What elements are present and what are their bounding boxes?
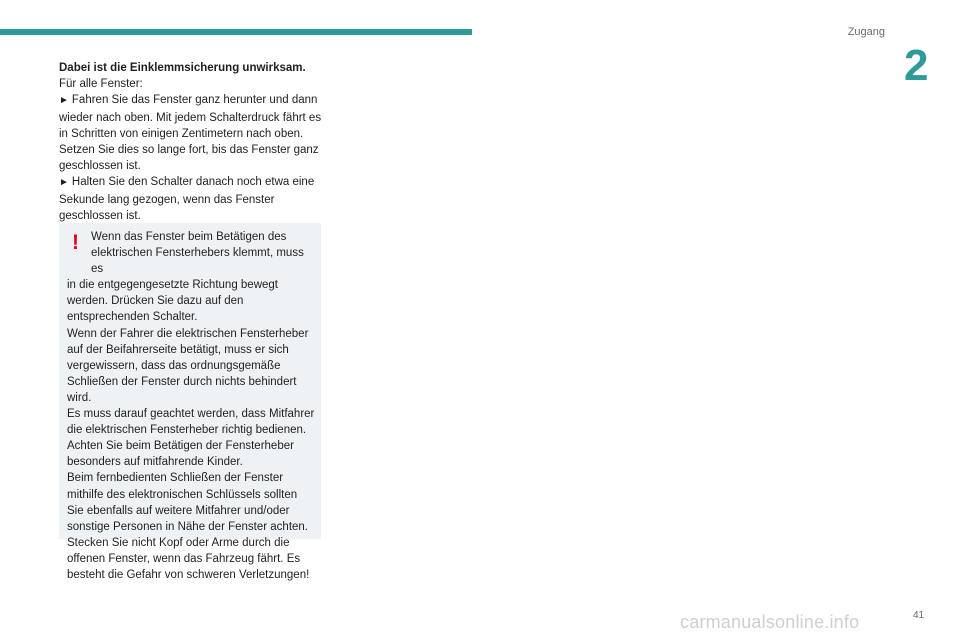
warning-paragraph: Wenn der Fahrer die elektrischen Fensterheber auf der Beifahrerseite betätigt, muss er sich vergewissern, dass das ordnungsgemäße Schließen der Fenster durch nichts behindert wird. <box>67 327 309 404</box>
section-title: Zugang <box>847 26 885 38</box>
exclamation-icon: ! <box>72 231 79 254</box>
step-1-text: Fahren Sie das Fenster ganz herunter und dann wieder nach oben. Mit jedem Schalterdruck fährt es in Schritten von einigen Zentimetern nach oben. Setzen Sie dies so lange fort, bis das Fenster ganz geschlossen ist. <box>59 94 322 173</box>
watermark: carmanualsonline.info <box>680 612 860 632</box>
warning-paragraph: Stecken Sie nicht Kopf oder Arme durch die offenen Fenster, wenn das Fahrzeug fährt. Es besteht die Gefahr von schweren Verletzungen! <box>67 536 310 581</box>
warning-first-line: Wenn das Fenster beim Betätigen des elektrischen Fensterhebers klemmt, muss es <box>91 231 304 276</box>
warning-paragraph: Es muss darauf geachtet werden, dass Mitfahrer die elektrischen Fensterheber richtig bedienen. <box>67 408 315 437</box>
intro-text: Für alle Fenster: <box>59 78 143 91</box>
step-2-text: Halten Sie den Schalter danach noch etwa eine Sekunde lang gezogen, wenn das Fenster geschlossen ist. <box>59 176 315 222</box>
step-2 <box>59 174 331 224</box>
triangle-right-icon: ► <box>59 95 69 107</box>
warning-box <box>59 223 321 581</box>
body-text <box>59 60 331 224</box>
warning-paragraph: Beim fernbedienten Schließen der Fenster mithilfe des elektronischen Schlüssels sollten Sie ebenfalls auf weitere Mitfahrer und/oder sonstige Personen in Nähe der Fenster achten. <box>67 472 309 533</box>
warning-paragraph: in die entgegengesetzte Richtung bewegt werden. Drücken Sie dazu auf den entsprechenden Schalter. <box>67 279 278 324</box>
chapter-number: 2 <box>904 41 929 90</box>
paragraph-heading: Dabei ist die Einklemmsicherung unwirksam. <box>59 62 306 74</box>
page-number: 41 <box>913 610 925 621</box>
step-1 <box>59 92 331 174</box>
warning-paragraph: Achten Sie beim Betätigen der Fensterheber besonders auf mitfahrende Kinder. <box>67 440 294 469</box>
triangle-right-icon: ► <box>59 177 69 189</box>
header-accent-bar <box>0 29 472 35</box>
